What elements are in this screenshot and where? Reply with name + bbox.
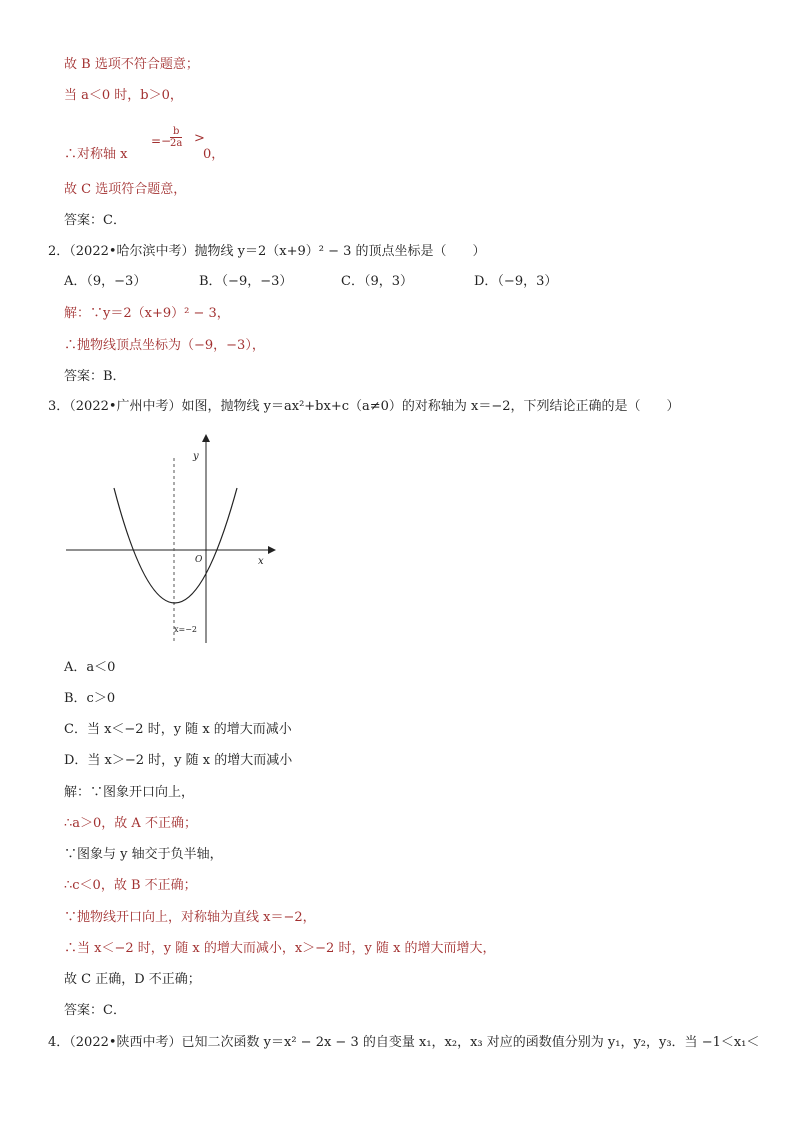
q4-stem: 4．（2022•陕西中考）已知二次函数 y＝x² − 2x − 3 的自变量 x₁，x₂，x₃ 对应的函数值分别为 y₁，y₂，y₃．当 −1＜x₁＜ (48, 1035, 760, 1050)
x-axis-label: x (258, 556, 264, 567)
q1-axis-gt: > (194, 131, 205, 146)
q2-option-d: D．（−9，3） (474, 274, 558, 289)
q3-answer: 答案：C． (64, 1003, 126, 1018)
q3-solution-4: ∴c＜0，故 B 不正确； (64, 878, 197, 893)
q1-axis-zero: 0， (203, 147, 225, 162)
symmetry-axis-label: x=−2 (174, 625, 198, 634)
q3-solution-2: ∴a＞0，故 A 不正确； (64, 816, 197, 831)
q3-parabola-graph (60, 428, 290, 648)
q3-solution-7: 故 C 正确，D 不正确； (64, 972, 201, 987)
q1-axis-eq: =− (151, 134, 172, 148)
q3-option-d: D．当 x＞−2 时，y 随 x 的增大而减小 (64, 753, 293, 768)
q2-option-c: C．（9，3） (341, 274, 413, 289)
q2-stem: 2．（2022•哈尔滨中考）抛物线 y＝2（x+9）² − 3 的顶点坐标是（ ） (48, 244, 486, 259)
q1-line-c-accept: 故 C 选项符合题意， (64, 182, 187, 197)
q3-solution-1: 解：∵图象开口向上， (64, 785, 195, 800)
q1-line-b-reject: 故 B 选项不符合题意； (64, 57, 199, 72)
q2-option-b: B．（−9，−3） (199, 274, 293, 289)
q3-stem: 3．（2022•广州中考）如图，抛物线 y＝ax²+bx+c（a≠0）的对称轴为 x＝−2，下列结论正确的是（ ） (48, 399, 680, 414)
q2-solution-1: 解：∵y＝2（x+9）² − 3， (64, 306, 230, 321)
q1-axis-fraction-num: b (170, 126, 182, 138)
q2-answer: 答案：B． (64, 369, 126, 384)
q1-axis-fraction (170, 126, 182, 149)
q1-axis-fraction-den: 2a (170, 138, 183, 149)
q2-option-a: A．（9，−3） (64, 274, 147, 289)
q3-solution-3: ∵图象与 y 轴交于负半轴， (64, 847, 223, 862)
q2-solution-2: ∴抛物线顶点坐标为（−9，−3）， (64, 338, 265, 353)
q1-answer: 答案：C． (64, 213, 126, 228)
origin-label: O (195, 555, 203, 565)
q1-line-axis-prefix: ∴对称轴 x (64, 147, 128, 162)
q3-solution-5: ∵抛物线开口向上，对称轴为直线 x＝−2， (64, 910, 316, 925)
q3-solution-6: ∴当 x＜−2 时，y 随 x 的增大而减小，x＞−2 时，y 随 x 的增大而增大， (64, 941, 496, 956)
q1-line-condition: 当 a＜0 时，b＞0， (64, 88, 183, 103)
y-axis-label: y (193, 451, 199, 462)
parabola-curve (114, 488, 237, 603)
q3-option-a: A．a＜0 (64, 660, 116, 675)
q3-option-b: B．c＞0 (64, 691, 116, 706)
q3-option-c: C．当 x＜−2 时，y 随 x 的增大而减小 (64, 722, 292, 737)
